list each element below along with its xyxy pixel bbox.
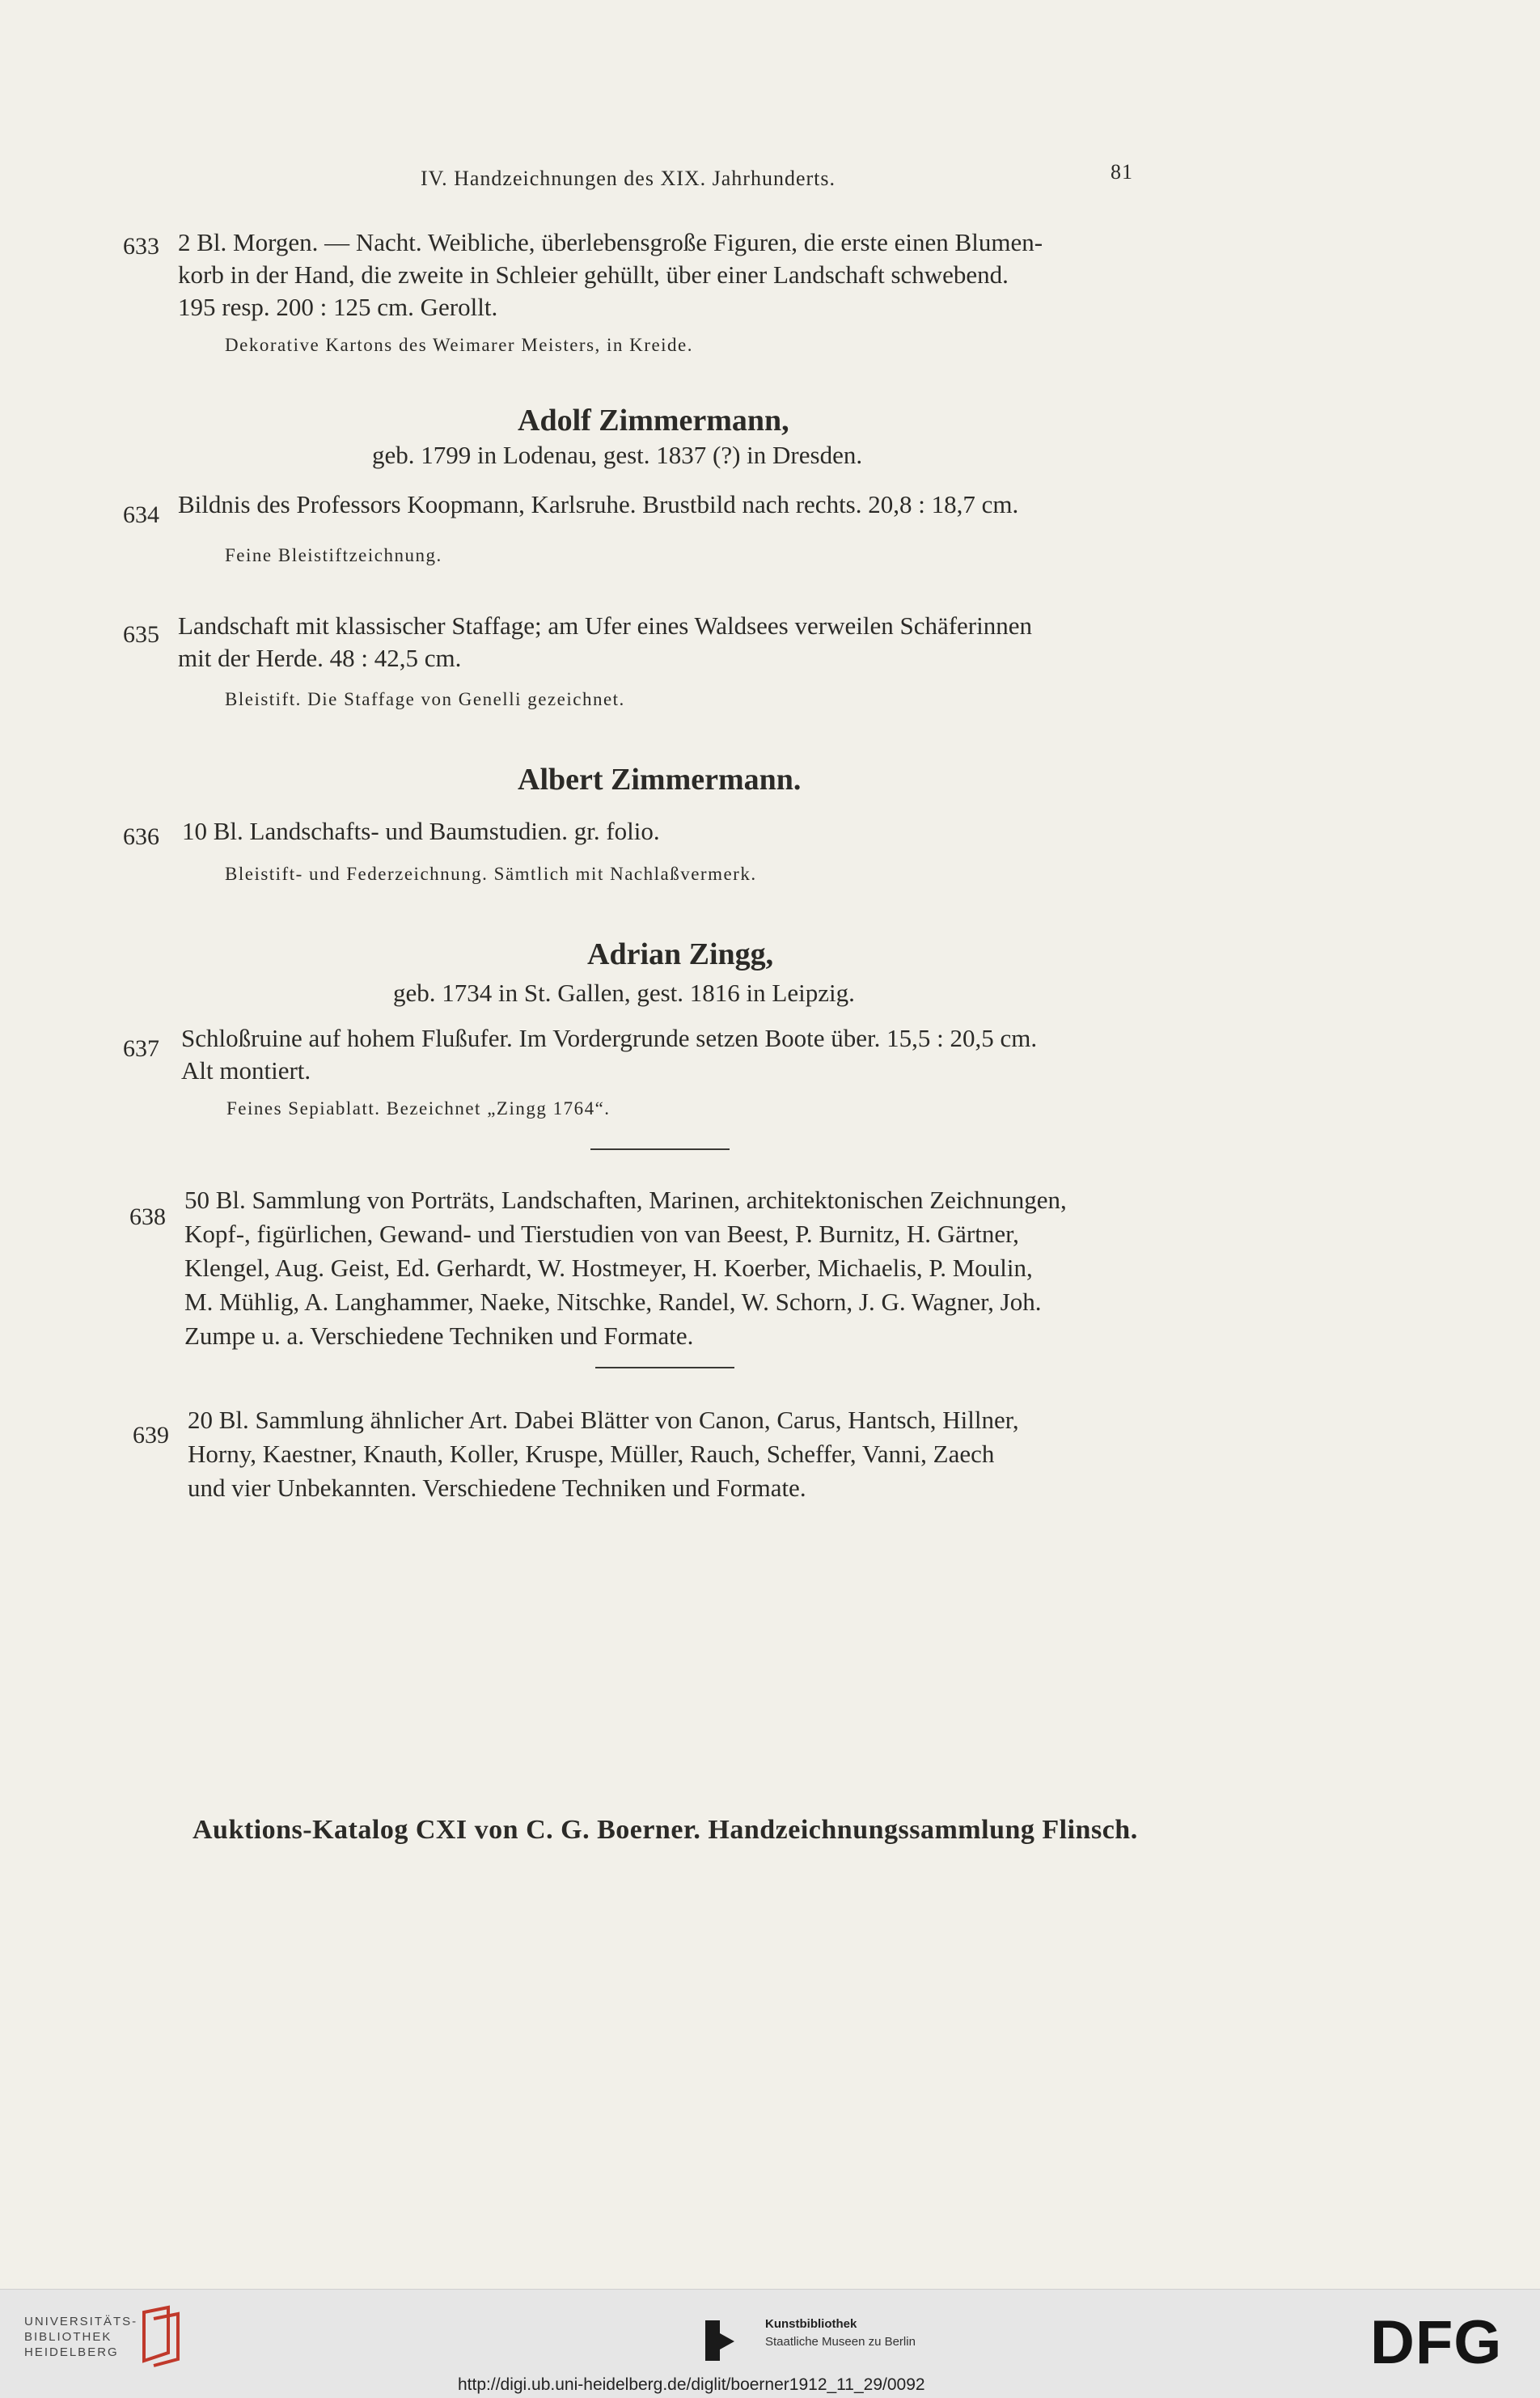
entry-number: 637 xyxy=(123,1035,159,1062)
kb-subtitle: Staatliche Museen zu Berlin xyxy=(765,2335,916,2349)
artist-name: Adrian Zingg, xyxy=(587,937,774,971)
section-rule xyxy=(590,1148,730,1150)
entry-note: Bleistift. Die Staffage von Genelli gezeichnet. xyxy=(225,689,625,709)
entry-line: 10 Bl. Landschafts- und Baumstudien. gr. folio. xyxy=(182,817,660,845)
catalog-footer: Auktions-Katalog CXI von C. G. Boerner. Handzeichnungssammlung Flinsch. xyxy=(192,1815,1138,1845)
entry-line: mit der Herde. 48 : 42,5 cm. xyxy=(178,644,462,672)
kunstbibliothek-logo-icon xyxy=(702,2317,738,2364)
entry-number: 636 xyxy=(123,823,159,850)
entry-line: Alt montiert. xyxy=(181,1056,311,1085)
entry-number: 639 xyxy=(133,1422,169,1449)
entry-number: 638 xyxy=(129,1203,166,1230)
entry-note: Dekorative Kartons des Weimarer Meisters, in Kreide. xyxy=(225,335,694,355)
permalink[interactable]: http://digi.ub.uni-heidelberg.de/diglit/boerner1912_11_29/0092 xyxy=(458,2375,925,2394)
entry-line: Bildnis des Professors Koopmann, Karlsruhe. Brustbild nach rechts. 20,8 : 18,7 cm. xyxy=(178,490,1019,518)
entry-note: Bleistift- und Federzeichnung. Sämtlich mit Nachlaßvermerk. xyxy=(225,864,757,884)
entry-note: Feines Sepiablatt. Bezeichnet „Zingg 1764“. xyxy=(226,1098,611,1119)
entry-line: und vier Unbekannten. Verschiedene Techniken und Formate. xyxy=(188,1474,806,1502)
entry-line: Landschaft mit klassischer Staffage; am Ufer eines Waldsees verweilen Schäferinnen xyxy=(178,611,1032,640)
library-name: UNIVERSITÄTS- BIBLIOTHEK HEIDELBERG xyxy=(24,2315,138,2359)
entry-line: Kopf-, figürlichen, Gewand- und Tierstudien von van Beest, P. Burnitz, H. Gärtner, xyxy=(184,1220,1019,1248)
entry-line: 195 resp. 200 : 125 cm. Gerollt. xyxy=(178,293,498,321)
entry-line: Zumpe u. a. Verschiedene Techniken und Formate. xyxy=(184,1322,694,1350)
artist-name: Albert Zimmermann. xyxy=(518,763,802,797)
page-number: 81 xyxy=(1111,160,1133,184)
artist-life: geb. 1734 in St. Gallen, gest. 1816 in Leipzig. xyxy=(393,979,855,1007)
dfg-logo: DFG xyxy=(1370,2308,1503,2377)
entry-line: 50 Bl. Sammlung von Porträts, Landschaften, Marinen, architektonischen Zeichnungen, xyxy=(184,1186,1067,1214)
section-rule xyxy=(595,1367,734,1368)
entry-line: 2 Bl. Morgen. — Nacht. Weibliche, überlebensgroße Figuren, die erste einen Blumen- xyxy=(178,228,1043,256)
entry-line: 20 Bl. Sammlung ähnlicher Art. Dabei Blätter von Canon, Carus, Hantsch, Hillner, xyxy=(188,1406,1019,1434)
artist-name: Adolf Zimmermann, xyxy=(518,404,789,438)
entry-note: Feine Bleistiftzeichnung. xyxy=(225,545,442,565)
entry-line: Klengel, Aug. Geist, Ed. Gerhardt, W. Hostmeyer, H. Koerber, Michaelis, P. Moulin, xyxy=(184,1254,1033,1282)
entry-number: 633 xyxy=(123,233,159,260)
entry-line: Horny, Kaestner, Knauth, Koller, Kruspe, Müller, Rauch, Scheffer, Vanni, Zaech xyxy=(188,1440,995,1468)
entry-line: M. Mühlig, A. Langhammer, Naeke, Nitschke, Randel, W. Schorn, J. G. Wagner, Joh. xyxy=(184,1288,1042,1316)
entry-number: 634 xyxy=(123,501,159,528)
university-logo-icon xyxy=(136,2304,186,2367)
viewer-footer xyxy=(0,2289,1540,2398)
entry-line: Schloßruine auf hohem Flußufer. Im Vordergrunde setzen Boote über. 15,5 : 20,5 cm. xyxy=(181,1024,1038,1052)
running-head: IV. Handzeichnungen des XIX. Jahrhunderts. xyxy=(421,167,836,190)
entry-number: 635 xyxy=(123,621,159,648)
artist-life: geb. 1799 in Lodenau, gest. 1837 (?) in Dresden. xyxy=(372,441,863,469)
entry-line: korb in der Hand, die zweite in Schleier gehüllt, über einer Landschaft schwebend. xyxy=(178,260,1009,289)
kb-title: Kunstbibliothek xyxy=(765,2317,857,2331)
